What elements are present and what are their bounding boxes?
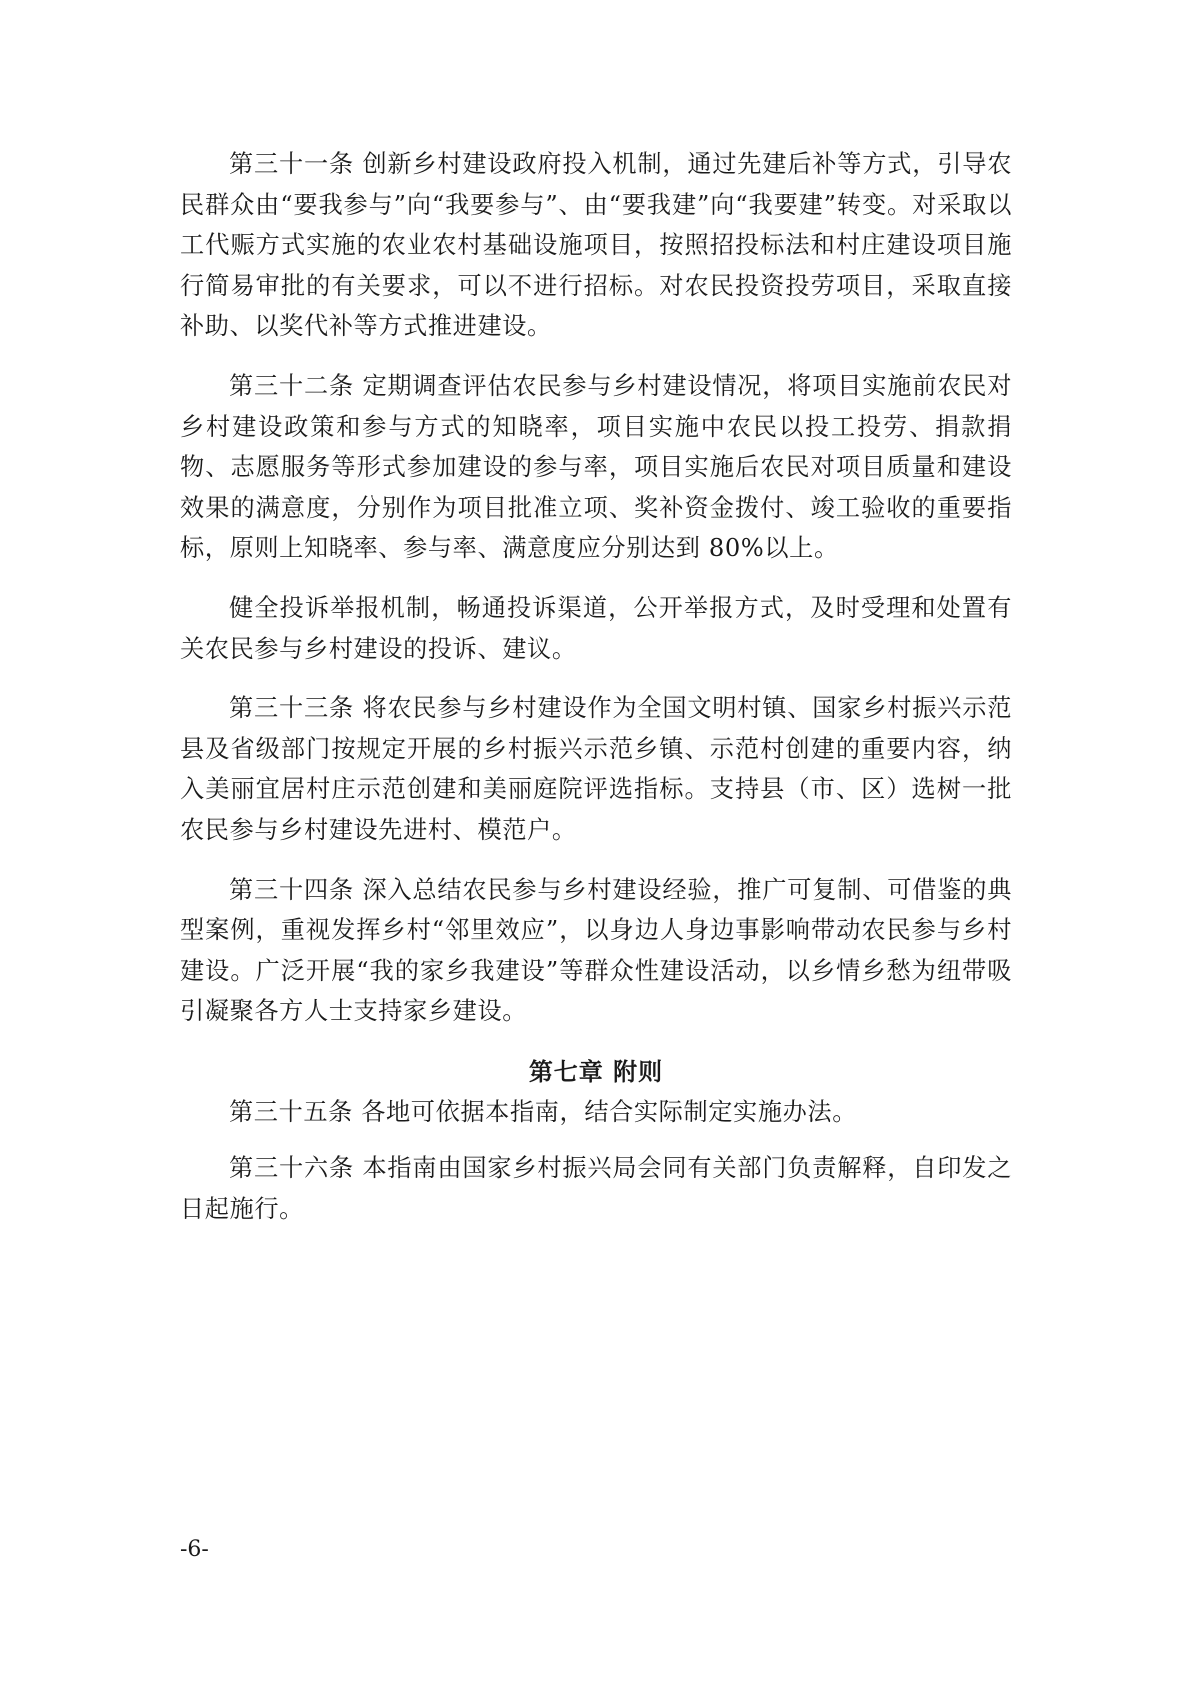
document-body — [180, 144, 1012, 1230]
article-31-paragraph: 第三十一条 创新乡村建设政府投入机制，通过先建后补等方式，引导农民群众由“要我参与”向“我要参与”、由“要我建”向“我要建”转变。对采取以工代赈方式实施的农业农村基础设施项目，按照招投标法和村庄建设项目施行简易审批的有关要求，可以不进行招标。对农民投资投劳项目，采取直接补助、以奖代补等方式推进建设。 — [180, 150, 1012, 341]
article-32-paragraph: 第三十二条 定期调查评估农民参与乡村建设情况，将项目实施前农民对乡村建设政策和参与方式的知晓率，项目实施中农民以投工投劳、捐款捐物、志愿服务等形式参加建设的参与率，项目实施后农民对项目质量和建设效果的满意度，分别作为项目批准立项、奖补资金拨付、竣工验收的重要指标，原则上知晓率、参与率、满意度应分别达到 80%以上。 — [180, 371, 1012, 563]
article-34-paragraph: 第三十四条 深入总结农民参与乡村建设经验，推广可复制、可借鉴的典型案例，重视发挥乡村“邻里效应”，以身边人身边事影响带动农民参与乡村建设。广泛开展“我的家乡我建设”等群众性建设活动，以乡情乡愁为纽带吸引凝聚各方人士支持家乡建设。 — [180, 875, 1012, 1026]
article-33-paragraph: 第三十三条 将农民参与乡村建设作为全国文明村镇、国家乡村振兴示范县及省级部门按规定开展的乡村振兴示范乡镇、示范村创建的重要内容，纳入美丽宜居村庄示范创建和美丽庭院评选指标。支持县（市、区）选树一批农民参与乡村建设先进村、模范户。 — [180, 694, 1012, 844]
article-36-paragraph: 第三十六条 本指南由国家乡村振兴局会同有关部门负责解释，自印发之日起施行。 — [180, 1154, 1012, 1224]
article-35-paragraph: 第三十五条 各地可依据本指南，结合实际制定实施办法。 — [229, 1097, 857, 1126]
chapter-7-heading: 第七章 附则 — [528, 1057, 664, 1086]
page-number: -6- — [180, 1537, 209, 1562]
complaint-mechanism-paragraph: 健全投诉举报机制，畅通投诉渠道，公开举报方式，及时受理和处置有关农民参与乡村建设的投诉、建议。 — [180, 593, 1012, 663]
